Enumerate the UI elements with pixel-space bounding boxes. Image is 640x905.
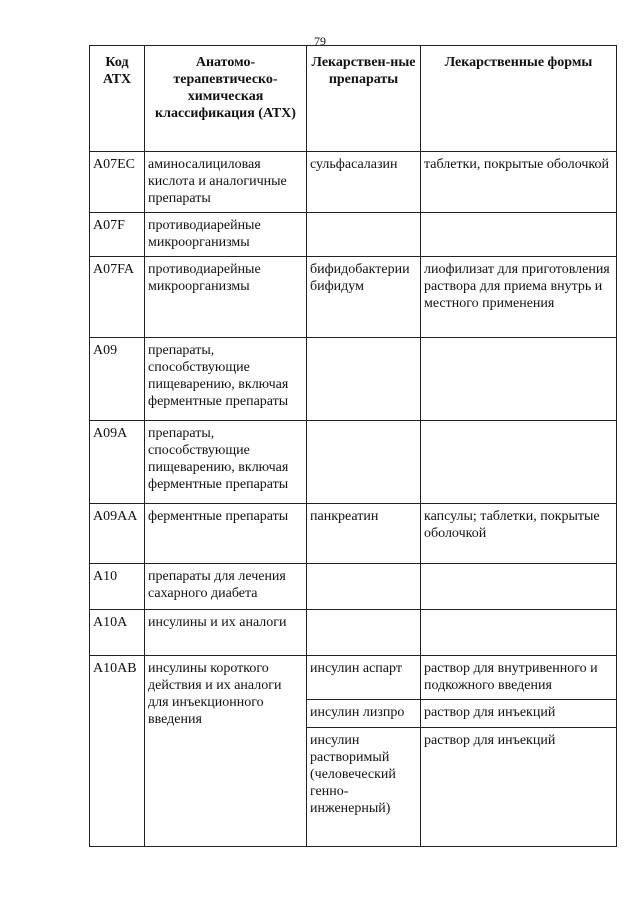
header-forms: Лекарственные формы — [421, 46, 617, 152]
classification-cell: ферментные препараты — [145, 504, 307, 564]
table-row — [90, 338, 617, 421]
forms-cell — [421, 421, 617, 504]
forms-cell: раствор для внутривенного и подкожного введения — [421, 656, 617, 700]
atc-code: A10AB — [90, 656, 145, 847]
header-drugs: Лекарствен-ные препараты — [307, 46, 421, 152]
drug-cell — [307, 338, 421, 421]
drug-cell — [307, 610, 421, 656]
drug-cell: бифидобактерии бифидум — [307, 257, 421, 338]
drug-cell — [307, 564, 421, 610]
classification-cell: препараты, способствующие пищеварению, включая ферментные препараты — [145, 338, 307, 421]
forms-cell — [421, 564, 617, 610]
drug-cell: панкреатин — [307, 504, 421, 564]
atc-code: A09AA — [90, 504, 145, 564]
table-row — [90, 504, 617, 564]
drug-cell: инсулин аспарт — [307, 656, 421, 700]
table-row — [90, 564, 617, 610]
table-row — [90, 656, 617, 700]
forms-cell: раствор для инъекций — [421, 700, 617, 728]
table-header-row — [90, 46, 617, 152]
forms-cell: капсулы; таблетки, покрытые оболочкой — [421, 504, 617, 564]
table-row — [90, 213, 617, 257]
forms-cell: таблетки, покрытые оболочкой — [421, 152, 617, 213]
table-row — [90, 257, 617, 338]
forms-cell — [421, 213, 617, 257]
atc-code: A07EC — [90, 152, 145, 213]
header-classification: Анатомо-терапевтическо-химическая классификация (АТХ) — [145, 46, 307, 152]
classification-cell: инсулины короткого действия и их аналоги для инъекционного введения — [145, 656, 307, 847]
table-row — [90, 421, 617, 504]
classification-cell: противодиарейные микроорганизмы — [145, 213, 307, 257]
drug-cell: инсулин растворимый (человеческий генно-инженерный) — [307, 728, 421, 847]
drug-cell — [307, 213, 421, 257]
atc-code: A10A — [90, 610, 145, 656]
atc-code: A09A — [90, 421, 145, 504]
atc-code: A09 — [90, 338, 145, 421]
table-row — [90, 610, 617, 656]
classification-cell: противодиарейные микроорганизмы — [145, 257, 307, 338]
classification-cell: аминосалициловая кислота и аналогичные препараты — [145, 152, 307, 213]
header-code: Код АТХ — [90, 46, 145, 152]
atc-code: A07F — [90, 213, 145, 257]
forms-cell — [421, 338, 617, 421]
forms-cell — [421, 610, 617, 656]
forms-cell: лиофилизат для приготовления раствора для приема внутрь и местного применения — [421, 257, 617, 338]
page-number: 79 — [314, 34, 326, 48]
drug-cell: сульфасалазин — [307, 152, 421, 213]
atc-code: A10 — [90, 564, 145, 610]
drug-cell — [307, 421, 421, 504]
classification-cell: препараты, способствующие пищеварению, включая ферментные препараты — [145, 421, 307, 504]
atc-drug-table — [89, 45, 617, 847]
classification-cell: препараты для лечения сахарного диабета — [145, 564, 307, 610]
forms-cell: раствор для инъекций — [421, 728, 617, 847]
atc-code: A07FA — [90, 257, 145, 338]
classification-cell: инсулины и их аналоги — [145, 610, 307, 656]
table-row — [90, 152, 617, 213]
drug-cell: инсулин лизпро — [307, 700, 421, 728]
